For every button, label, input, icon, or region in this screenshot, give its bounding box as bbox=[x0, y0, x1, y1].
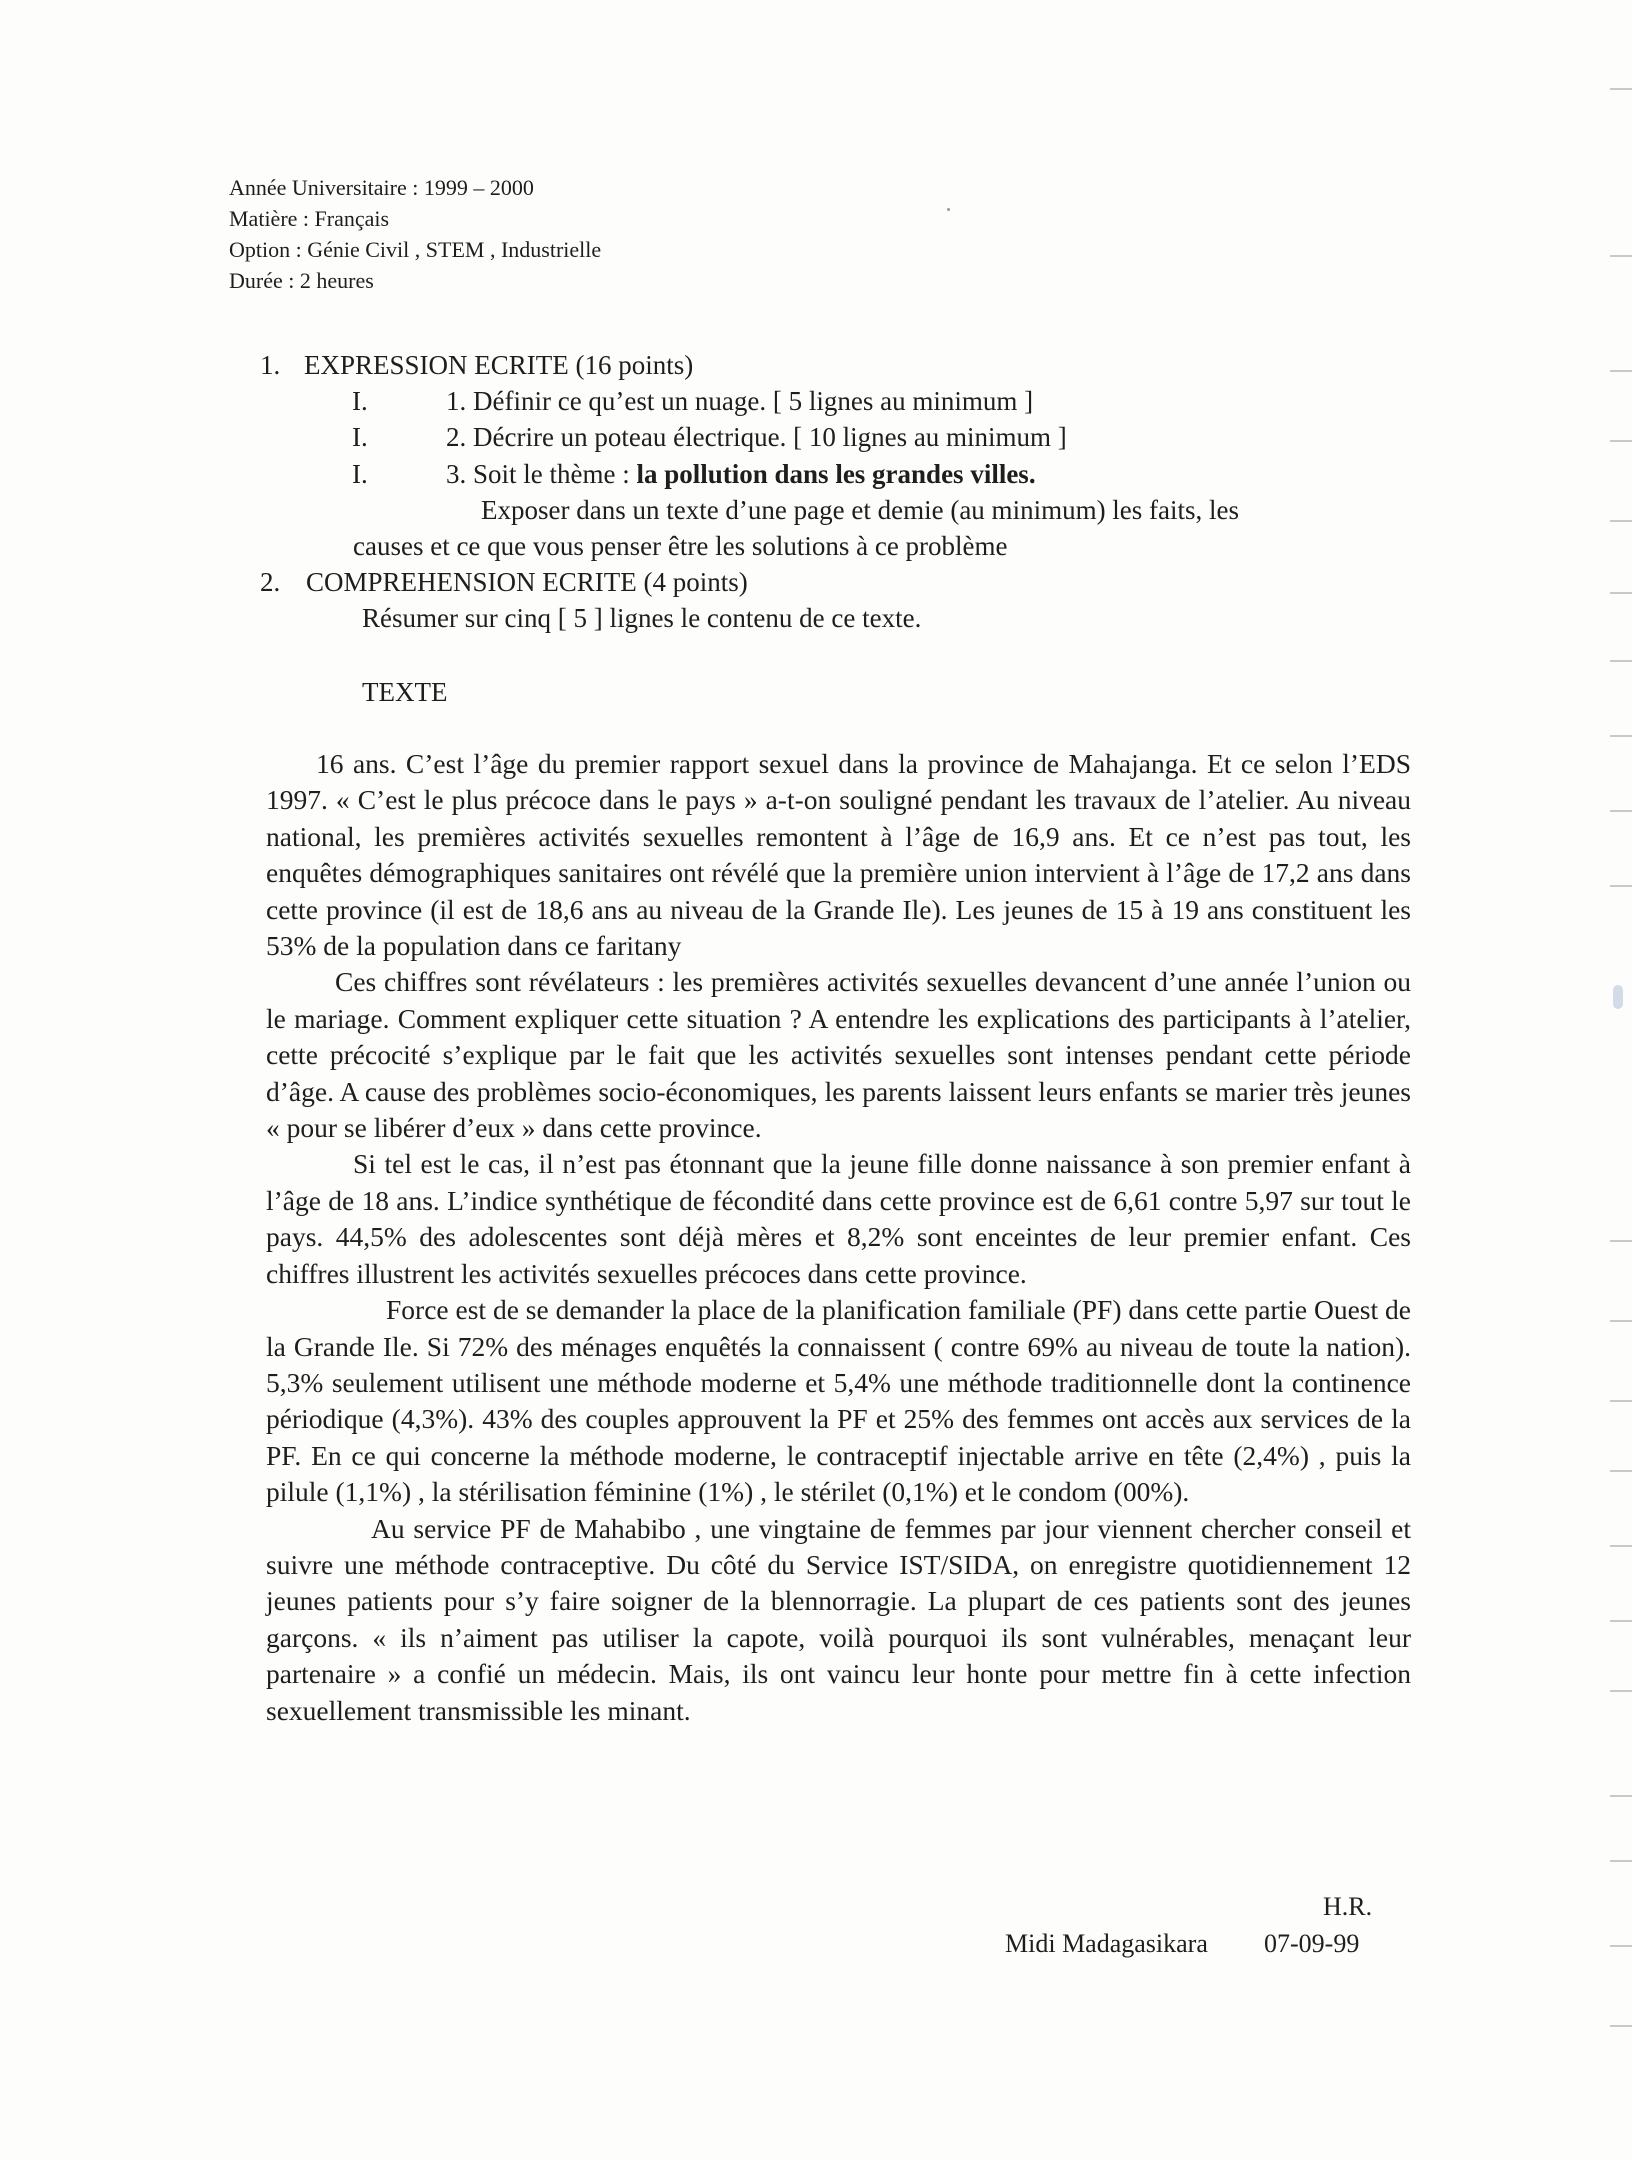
scan-edge-mark bbox=[1610, 370, 1632, 372]
question-3-prefix: 3. Soit le thème : bbox=[446, 459, 637, 489]
article-paragraph: Au service PF de Mahabibo , une vingtaine de femmes par jour viennent chercher conseil et suivre une méthode contraceptive. Du côté du Service IST/SIDA, on enregistre quotidiennement 12 jeunes patients pour s’y faire soigner de la blennorragie. La plupart de ces patients sont des jeunes garçons. « ils n’aiment pas utiliser la capote, voilà pourquoi ils sont vulnérables, menaçant leur partenaire » a confié un médecin. Mais, ils ont vaincu leur honte pour mettre fin à cette infection sexuellement transmissible les minant. bbox=[266, 1512, 1411, 1726]
academic-year: Année Universitaire : 1999 – 2000 bbox=[229, 175, 534, 200]
scan-edge-mark bbox=[1610, 810, 1632, 812]
scan-edge-mark bbox=[1610, 735, 1632, 737]
scan-edge-mark bbox=[1610, 660, 1632, 662]
scan-edge-mark bbox=[1610, 1545, 1632, 1547]
scan-edge-mark bbox=[1610, 885, 1632, 887]
scan-edge-mark bbox=[1610, 1470, 1632, 1472]
scan-speck bbox=[947, 208, 950, 211]
scan-edge-mark bbox=[1610, 1795, 1632, 1797]
exam-header bbox=[229, 172, 601, 296]
author-initials: H.R. bbox=[1323, 1892, 1373, 1921]
scan-edge-mark bbox=[1610, 440, 1632, 442]
question-marker: I. bbox=[352, 422, 368, 452]
question-1: 1. Définir ce qu’est un nuage. [ 5 lignes au minimum ] bbox=[446, 386, 1034, 416]
article-paragraph: Force est de se demander la place de la planification familiale (PF) dans cette partie Ouest de la Grande Ile. Si 72% des ménages enquêtés la connaissent ( contre 69% au niveau de toute la nation). 5,3% seulement utilisent une méthode moderne et 5,4% une méthode traditionnelle dont la continence périodique (4,3%). 43% des couples approuvent la PF et 25% des femmes ont accès aux services de la PF. En ce qui concerne la méthode moderne, le contraceptif injectable arrive en tête (2,4%) , puis la pilule (1,1%) , la stérilisation féminine (1%) , le stérilet (0,1%) et le condom (00%). bbox=[266, 1294, 1411, 1508]
article-paragraph: 16 ans. C’est l’âge du premier rapport sexuel dans la province de Mahajanga. Et ce selon l’EDS 1997. « C’est le plus précoce dans le pays » a-t-on souligné pendant les travaux de l’atelier. Au niveau national, les premières activités sexuelles remontent à l’âge de 16,9 ans. Et ce n’est pas tout, les enquêtes démographiques sanitaires ont révélé que la première union intervient à l’âge de 17,2 ans dans cette province (il est de 18,6 ans au niveau de la Grande Ile). Les jeunes de 15 à 19 ans constituent les 53% de la population dans ce faritany bbox=[266, 748, 1411, 962]
scan-edge-mark bbox=[1610, 1860, 1632, 1862]
text-heading: TEXTE bbox=[362, 677, 448, 707]
scan-edge-mark bbox=[1610, 592, 1632, 594]
question-2: 2. Décrire un poteau électrique. [ 10 lignes au minimum ] bbox=[446, 422, 1067, 452]
scan-edge-mark bbox=[1610, 255, 1632, 257]
scan-edge-mark bbox=[1610, 520, 1632, 522]
scan-smudge bbox=[1613, 985, 1623, 1009]
scan-edge-mark bbox=[1610, 1690, 1632, 1692]
scan-edge-mark bbox=[1610, 1320, 1632, 1322]
question-marker: I. bbox=[352, 386, 368, 416]
question-3 bbox=[446, 459, 1036, 490]
section2-title: COMPREHENSION ECRITE (4 points) bbox=[306, 567, 748, 597]
question-3-instruction-line2: causes et ce que vous penser être les solutions à ce problème bbox=[353, 531, 1008, 561]
section1-number: 1. bbox=[260, 350, 281, 380]
section2-number: 2. bbox=[260, 567, 281, 597]
article-body bbox=[266, 746, 1411, 1729]
article-paragraph: Ces chiffres sont révélateurs : les premières activités sexuelles devancent d’une année l’union ou le mariage. Comment expliquer cette situation ? A entendre les explications des participants à l’atelier, cette précocité s’explique par le fait que les activités sexuelles sont intenses pendant cette période d’âge. A cause des problèmes socio-économiques, les parents laissent leurs enfants se marier très jeunes « pour se libérer d’eux » dans cette province. bbox=[266, 966, 1411, 1144]
question-3-theme: la pollution dans les grandes villes. bbox=[636, 459, 1036, 489]
source-date: 07-09-99 bbox=[1264, 1929, 1360, 1958]
section2-instruction: Résumer sur cinq [ 5 ] lignes le contenu de ce texte. bbox=[362, 603, 922, 633]
subject: Matière : Français bbox=[229, 206, 390, 231]
section1-title: EXPRESSION ECRITE (16 points) bbox=[304, 350, 694, 380]
scan-edge-mark bbox=[1610, 1945, 1632, 1947]
source-name: Midi Madagasikara bbox=[1005, 1929, 1208, 1958]
scan-edge-mark bbox=[1610, 88, 1632, 90]
question-3-instruction-line1: Exposer dans un texte d’une page et demie (au minimum) les faits, les bbox=[481, 495, 1240, 525]
duration: Durée : 2 heures bbox=[229, 268, 374, 293]
scan-edge-mark bbox=[1610, 1240, 1632, 1242]
option: Option : Génie Civil , STEM , Industrielle bbox=[229, 237, 602, 262]
scan-edge-mark bbox=[1610, 1620, 1632, 1622]
scan-edge-mark bbox=[1610, 2025, 1632, 2027]
scan-edge-mark bbox=[1610, 1400, 1632, 1402]
question-marker: I. bbox=[352, 459, 368, 489]
article-paragraph: Si tel est le cas, il n’est pas étonnant que la jeune fille donne naissance à son premier enfant à l’âge de 18 ans. L’indice synthétique de fécondité dans cette province est de 6,61 contre 5,97 sur tout le pays. 44,5% des adolescentes sont déjà mères et 8,2% sont enceintes de leur premier enfant. Ces chiffres illustrent les activités sexuelles précoces dans cette province. bbox=[266, 1148, 1411, 1289]
